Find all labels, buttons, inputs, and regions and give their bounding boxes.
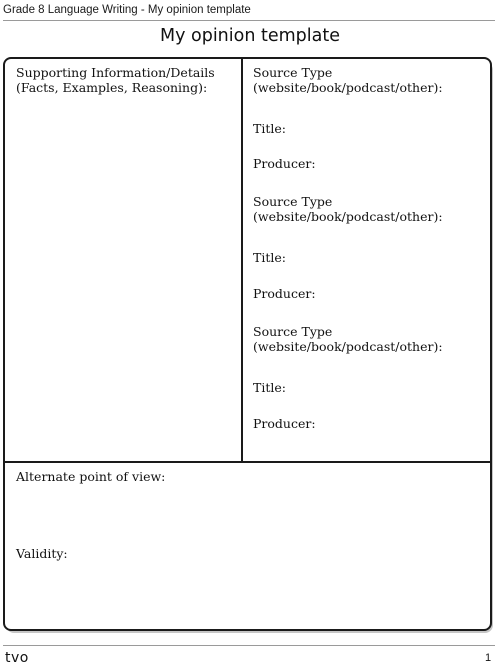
source-type-options: (website/book/podcast/other): <box>253 339 443 354</box>
page-title: My opinion template <box>159 26 340 46</box>
source-type-label: Source Type <box>253 65 333 80</box>
opinion-template-card <box>3 57 492 631</box>
row-divider <box>5 461 490 463</box>
source-producer-label: Producer: <box>253 156 316 171</box>
tvo-logo: tvo <box>5 650 29 666</box>
document-header <box>3 2 495 21</box>
source-producer-label: Producer: <box>253 286 316 301</box>
column-divider <box>241 59 243 461</box>
header-text: Grade 8 Language Writing - My opinion template <box>3 4 251 16</box>
source-type-options: (website/book/podcast/other): <box>253 209 443 224</box>
source-producer-label: Producer: <box>253 416 316 431</box>
source-title-label: Title: <box>253 250 286 265</box>
validity-label: Validity: <box>16 546 68 561</box>
supporting-info-sublabel: (Facts, Examples, Reasoning): <box>16 80 208 95</box>
supporting-info-label: Supporting Information/Details <box>16 65 215 80</box>
source-title-label: Title: <box>253 121 286 136</box>
alternate-view-label: Alternate point of view: <box>16 469 166 484</box>
source-type-label: Source Type <box>253 324 333 339</box>
source-type-label: Source Type <box>253 194 333 209</box>
source-type-options: (website/book/podcast/other): <box>253 80 443 95</box>
footer-divider <box>3 645 495 646</box>
page-number: 1 <box>485 652 492 664</box>
source-title-label: Title: <box>253 380 286 395</box>
